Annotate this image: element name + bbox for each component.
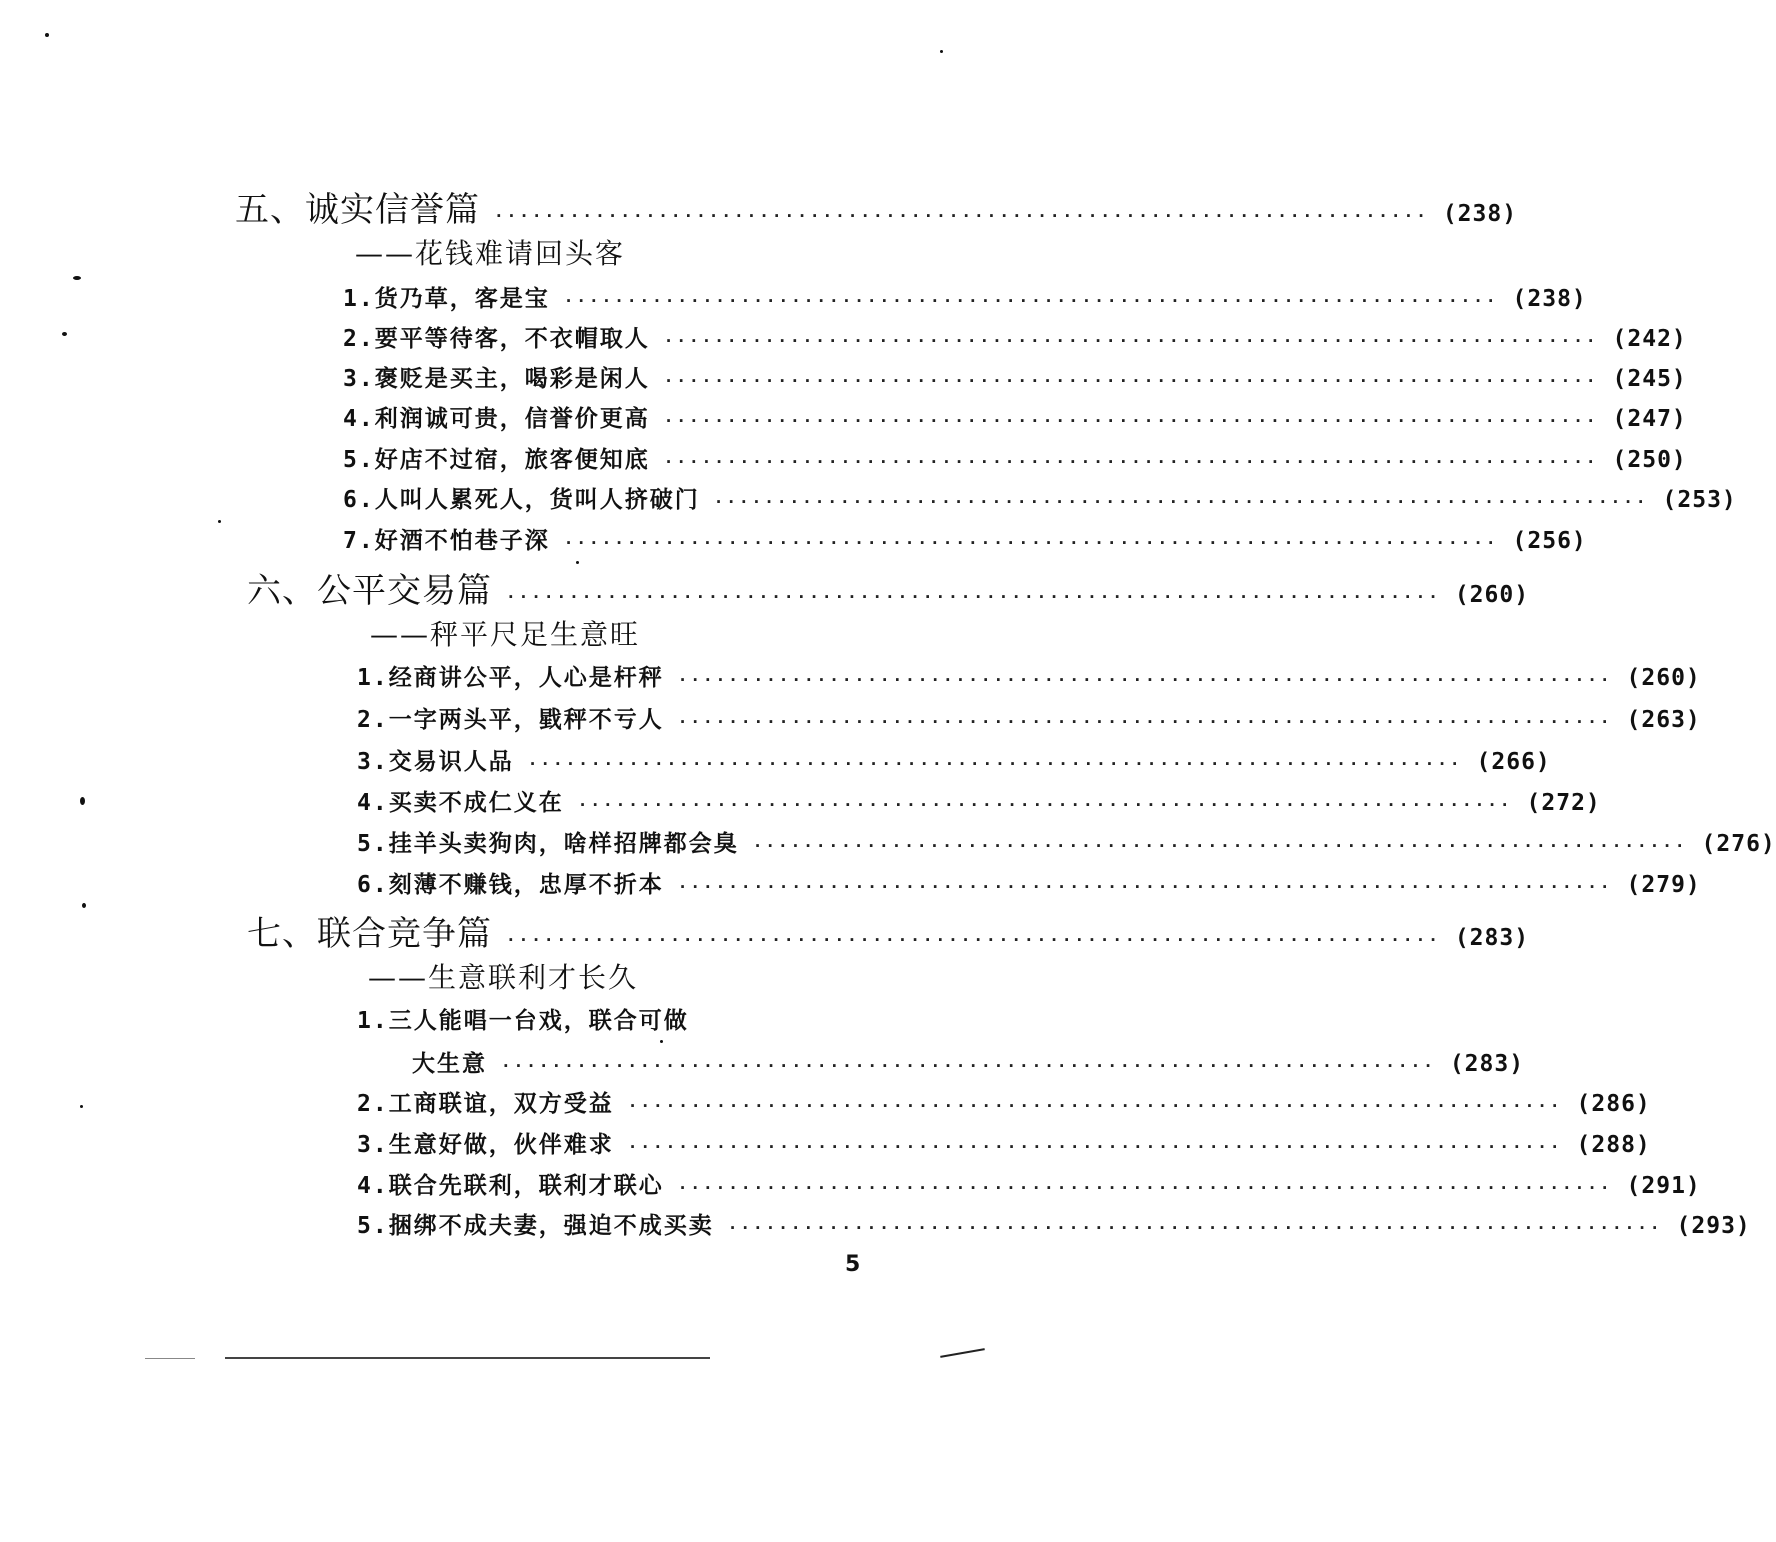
leader-dots: ·········································································· xyxy=(563,291,1499,310)
entry-title: 刻薄不赚钱，忠厚不折本 xyxy=(388,871,664,898)
toc-entry xyxy=(357,701,1701,734)
entry-page: (238) xyxy=(1512,286,1587,312)
toc-entry xyxy=(343,522,1587,555)
scan-speck xyxy=(82,903,86,908)
leader-dots: ·········································································· xyxy=(627,1137,1563,1156)
toc-entry xyxy=(357,1126,1651,1159)
toc-entry xyxy=(343,280,1587,313)
entry-page: (276) xyxy=(1701,831,1776,857)
toc-entry-first-line xyxy=(357,1002,689,1035)
toc-entry xyxy=(357,1167,1701,1200)
entry-title: 生意好做，伙伴难求 xyxy=(388,1131,614,1158)
entry-title: 人叫人累死人，货叫人挤破门 xyxy=(374,486,700,513)
entry-page: (272) xyxy=(1526,790,1601,816)
entry-number: 2. xyxy=(357,707,389,733)
entry-number: 6. xyxy=(357,872,389,898)
leader-dots: ·········································································· xyxy=(501,1056,1436,1075)
scan-speck xyxy=(576,561,579,564)
entry-page: (263) xyxy=(1626,707,1701,733)
entry-title: 褒贬是买主，喝彩是闲人 xyxy=(374,365,650,392)
entry-page: (279) xyxy=(1626,872,1701,898)
entry-title: 利润诚可贵，信誉价更高 xyxy=(374,405,650,432)
leader-dots: ·········································································· xyxy=(677,670,1613,689)
entry-page: (291) xyxy=(1626,1173,1701,1199)
toc-entry xyxy=(343,400,1687,433)
entry-number: 3. xyxy=(357,749,389,775)
leader-dots: ·········································································· xyxy=(752,836,1688,855)
entry-number: 5. xyxy=(343,447,375,473)
entry-number: 6. xyxy=(343,487,375,513)
section-title: 五、诚实信誉篇 xyxy=(235,190,480,230)
entry-title: 联合先联利，联利才联心 xyxy=(388,1172,664,1199)
scan-speck xyxy=(62,332,67,336)
entry-title: 货乃草，客是宝 xyxy=(374,285,550,312)
section-subtitle: ——花钱难请回头客 xyxy=(355,237,626,270)
entry-title: 三人能唱一台戏，联合可做 xyxy=(388,1007,689,1034)
entry-number: 4. xyxy=(357,1173,389,1199)
entry-title: 好店不过宿，旅客便知底 xyxy=(374,446,650,473)
entry-page: (256) xyxy=(1512,528,1587,554)
scan-speck xyxy=(218,520,221,523)
entry-page: (242) xyxy=(1612,326,1687,352)
entry-number: 1. xyxy=(357,1008,389,1034)
leader-dots: ·········································································· xyxy=(577,795,1513,814)
toc-entry xyxy=(357,825,1776,858)
entry-title: 要平等待客，不衣帽取人 xyxy=(374,325,650,352)
toc-entry xyxy=(357,743,1551,776)
entry-page: (250) xyxy=(1612,447,1687,473)
section-page: (260) xyxy=(1454,582,1530,608)
scan-speck xyxy=(940,50,943,53)
entry-number: 5. xyxy=(357,831,389,857)
entry-number: 3. xyxy=(343,366,375,392)
leader-dots: ·········································································· xyxy=(494,206,1429,225)
toc-entry xyxy=(343,441,1687,474)
entry-title: 捆绑不成夫妻，强迫不成买卖 xyxy=(388,1212,714,1239)
section-title: 七、联合竞争篇 xyxy=(247,914,492,954)
entry-title: 一字两头平，戥秤不亏人 xyxy=(388,706,664,733)
leader-dots: ·········································································· xyxy=(506,930,1441,949)
entry-title: 工商联谊，双方受益 xyxy=(388,1090,614,1117)
toc-section-heading xyxy=(247,906,1530,955)
leader-dots: ·········································································· xyxy=(727,1218,1663,1237)
scan-speck xyxy=(660,1040,663,1043)
entry-title-continuation: 大生意 xyxy=(412,1050,487,1077)
toc-entry xyxy=(343,481,1737,514)
leader-dots: ·········································································· xyxy=(663,371,1599,390)
entry-page: (253) xyxy=(1662,487,1737,513)
entry-number: 4. xyxy=(343,406,375,432)
scan-edge-line xyxy=(940,1348,985,1358)
scan-speck xyxy=(80,797,85,805)
entry-title: 经商讲公平，人心是杆秤 xyxy=(388,664,664,691)
section-subtitle: ——秤平尺足生意旺 xyxy=(370,618,641,651)
scan-edge-line xyxy=(225,1357,710,1359)
toc-entry xyxy=(357,784,1601,817)
entry-number: 1. xyxy=(343,286,375,312)
toc-section-heading xyxy=(235,182,1518,231)
entry-number: 2. xyxy=(343,326,375,352)
leader-dots: ·········································································· xyxy=(677,877,1613,896)
page-number: 5 xyxy=(845,1252,861,1277)
entry-page: (260) xyxy=(1626,665,1701,691)
toc-entry xyxy=(357,659,1701,692)
section-subtitle: ——生意联利才长久 xyxy=(368,961,639,994)
entry-number: 2. xyxy=(357,1091,389,1117)
entry-title: 买卖不成仁义在 xyxy=(388,789,564,816)
toc-entry xyxy=(357,1085,1651,1118)
toc-entry xyxy=(343,320,1687,353)
entry-page: (245) xyxy=(1612,366,1687,392)
entry-page: (283) xyxy=(1449,1051,1525,1077)
section-title: 六、公平交易篇 xyxy=(247,571,492,611)
scan-speck xyxy=(45,33,49,37)
entry-title: 挂羊头卖狗肉，啥样招牌都会臭 xyxy=(388,830,739,857)
entry-title: 交易识人品 xyxy=(388,748,514,775)
toc-entry xyxy=(357,1207,1751,1240)
leader-dots: ·········································································· xyxy=(506,587,1441,606)
leader-dots: ·········································································· xyxy=(663,331,1599,350)
entry-number: 7. xyxy=(343,528,375,554)
entry-page: (288) xyxy=(1576,1132,1651,1158)
leader-dots: ·········································································· xyxy=(713,492,1649,511)
toc-section-heading xyxy=(247,563,1530,612)
entry-title: 好酒不怕巷子深 xyxy=(374,527,550,554)
leader-dots: ·········································································· xyxy=(627,1096,1563,1115)
entry-page: (247) xyxy=(1612,406,1687,432)
toc-entry xyxy=(357,866,1701,899)
scan-speck xyxy=(73,276,81,280)
leader-dots: ·········································································· xyxy=(677,1178,1613,1197)
toc-entry xyxy=(412,1045,1525,1078)
entry-number: 1. xyxy=(357,665,389,691)
entry-number: 3. xyxy=(357,1132,389,1158)
leader-dots: ·········································································· xyxy=(527,754,1463,773)
section-page: (238) xyxy=(1442,201,1518,227)
leader-dots: ·········································································· xyxy=(663,411,1599,430)
section-page: (283) xyxy=(1454,925,1530,951)
leader-dots: ·········································································· xyxy=(677,712,1613,731)
scan-speck xyxy=(80,1105,83,1108)
leader-dots: ·········································································· xyxy=(563,533,1499,552)
leader-dots: ·········································································· xyxy=(663,452,1599,471)
entry-page: (286) xyxy=(1576,1091,1651,1117)
scan-edge-line xyxy=(145,1358,195,1359)
entry-number: 5. xyxy=(357,1213,389,1239)
toc-entry xyxy=(343,360,1687,393)
entry-page: (266) xyxy=(1476,749,1551,775)
entry-page: (293) xyxy=(1676,1213,1751,1239)
entry-number: 4. xyxy=(357,790,389,816)
